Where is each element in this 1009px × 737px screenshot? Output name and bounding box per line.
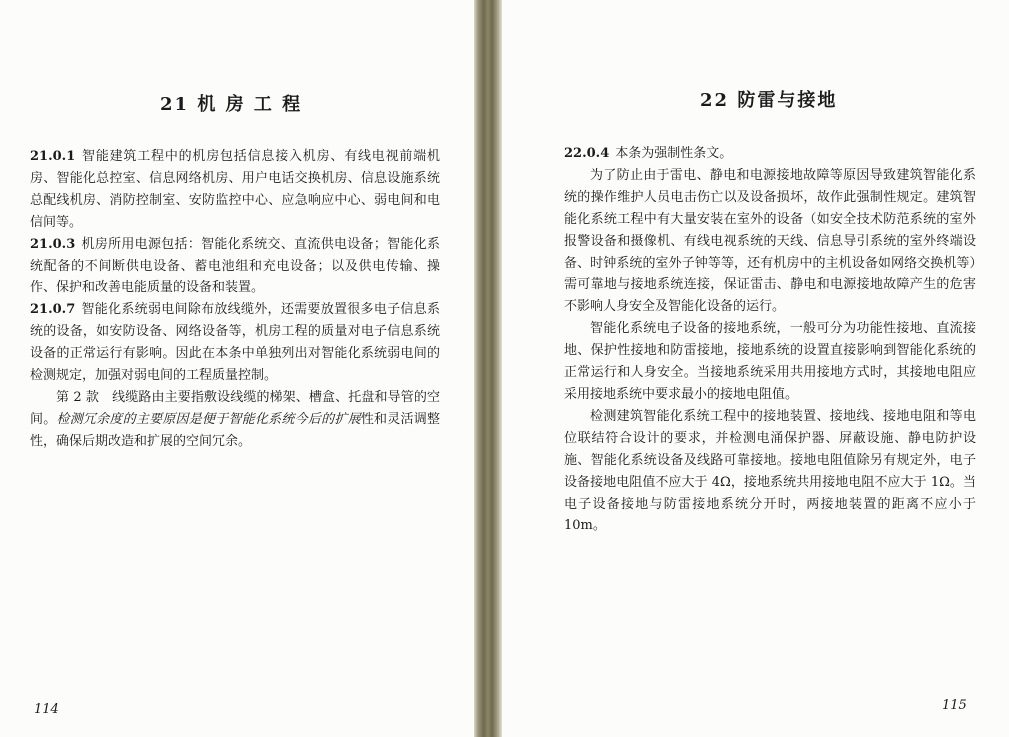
clause-21-0-3 [30,234,440,300]
clause-21-0-1 [30,146,440,234]
book-gutter [474,0,502,737]
clause-number: 21.0.3 [30,236,76,252]
clause-text: 本条为强制性条文。 [615,146,733,161]
clause-22-0-4 [564,143,976,165]
right-page [502,0,1009,737]
page-number-left: 114 [34,702,59,717]
left-page [0,0,474,737]
paragraph-text: 智能化系统电子设备的接地系统，一般可分为功能性接地、直流接地、保护性接地和防雷接地，接地系统的设置直接影响到智能化系统的正常运行和人身安全。当接地系统采用共用接地方式时，其接地电阻应采用接地系统中要求最小的接地电阻值。 [564,321,976,402]
clause-21-0-7 [30,299,440,387]
paragraph-text: 为了防止由于雷电、静电和电源接地故障等原因导致建筑智能化系统的操作维护人员电击伤亡以及设备损坏，故作此强制性规定。建筑智能化系统工程中有大量安装在室外的设备（如安全技术防范系统的室外报警设备和摄像机、有线电视系统的天线、信息导引系统的室外终端设备、时钟系统的室外子钟等等，还有机房中的主机设备如网络交换机等）需可靠地与接地系统连接，保证雷击、静电和电源接地故障产生的危害不影响人身安全及智能化设备的运行。 [564,167,976,315]
right-page-body [564,143,976,537]
clause-number: 21.0.1 [30,149,76,164]
clause-italic-text: 检测冗余度的主要原因是便于智能化系统今后的扩展 [56,411,361,427]
clause-text: 机房所用电源包括：智能化系统交、直流供电设备；智能化系统配备的不间断供电设备、蓄电池组和充电设备；以及供电传输、操作、保护和改善电能质量的设备和装置。 [30,236,440,296]
paragraph-grounding-system [564,318,976,406]
paragraph-grounding-inspection [564,406,976,537]
clause-number: 21.0.7 [30,302,76,318]
clause-number: 22.0.4 [564,146,610,161]
clause-text-after: 性和灵活调整性，确保后期改造和扩展的空间冗余。 [30,411,440,449]
paragraph-lightning-purpose [564,165,976,318]
chapter-title-21: 21 机 房 工 程 [160,94,303,115]
clause-text: 智能建筑工程中的机房包括信息接入机房、有线电视前端机房、智能化总控室、信息网络机房、用户电话交换机房、信息设施系统总配线机房、消防控制室、安防监控中心、应急响应中心、弱电间和电信间等。 [30,149,440,230]
left-page-body [30,146,440,453]
paragraph-text: 检测建筑智能化系统工程中的接地装置、接地线、接地电阻和等电位联结符合设计的要求，并检测电涌保护器、屏蔽设施、静电防护设施、智能化系统设备及线路可靠接地。接地电阻值除另有规定外，电子设备接地电阻值不应大于 4Ω，接地系统共用接地电阻不应大于 1Ω。当电子设备接地与防雷接地系统分开时，两接地装置的距离不应小于 10m。 [564,408,976,534]
page-number-right: 115 [942,698,967,713]
clause-text: 智能化系统弱电间除布放线缆外，还需要放置很多电子信息系统的设备，如安防设备、网络设备等，机房工程的质量对电子信息系统设备的正常运行有影响。因此在本条中单独列出对智能化系统弱电间的检测规定，加强对弱电间的工程质量控制。 [30,302,440,384]
clause-text: 第 2 款 线缆路由主要指敷设线缆的梯架、槽盒、托盘和导管的空间。 [30,389,440,427]
clause-item-2 [30,387,440,453]
chapter-title-22: 22 防雷与接地 [700,90,838,111]
